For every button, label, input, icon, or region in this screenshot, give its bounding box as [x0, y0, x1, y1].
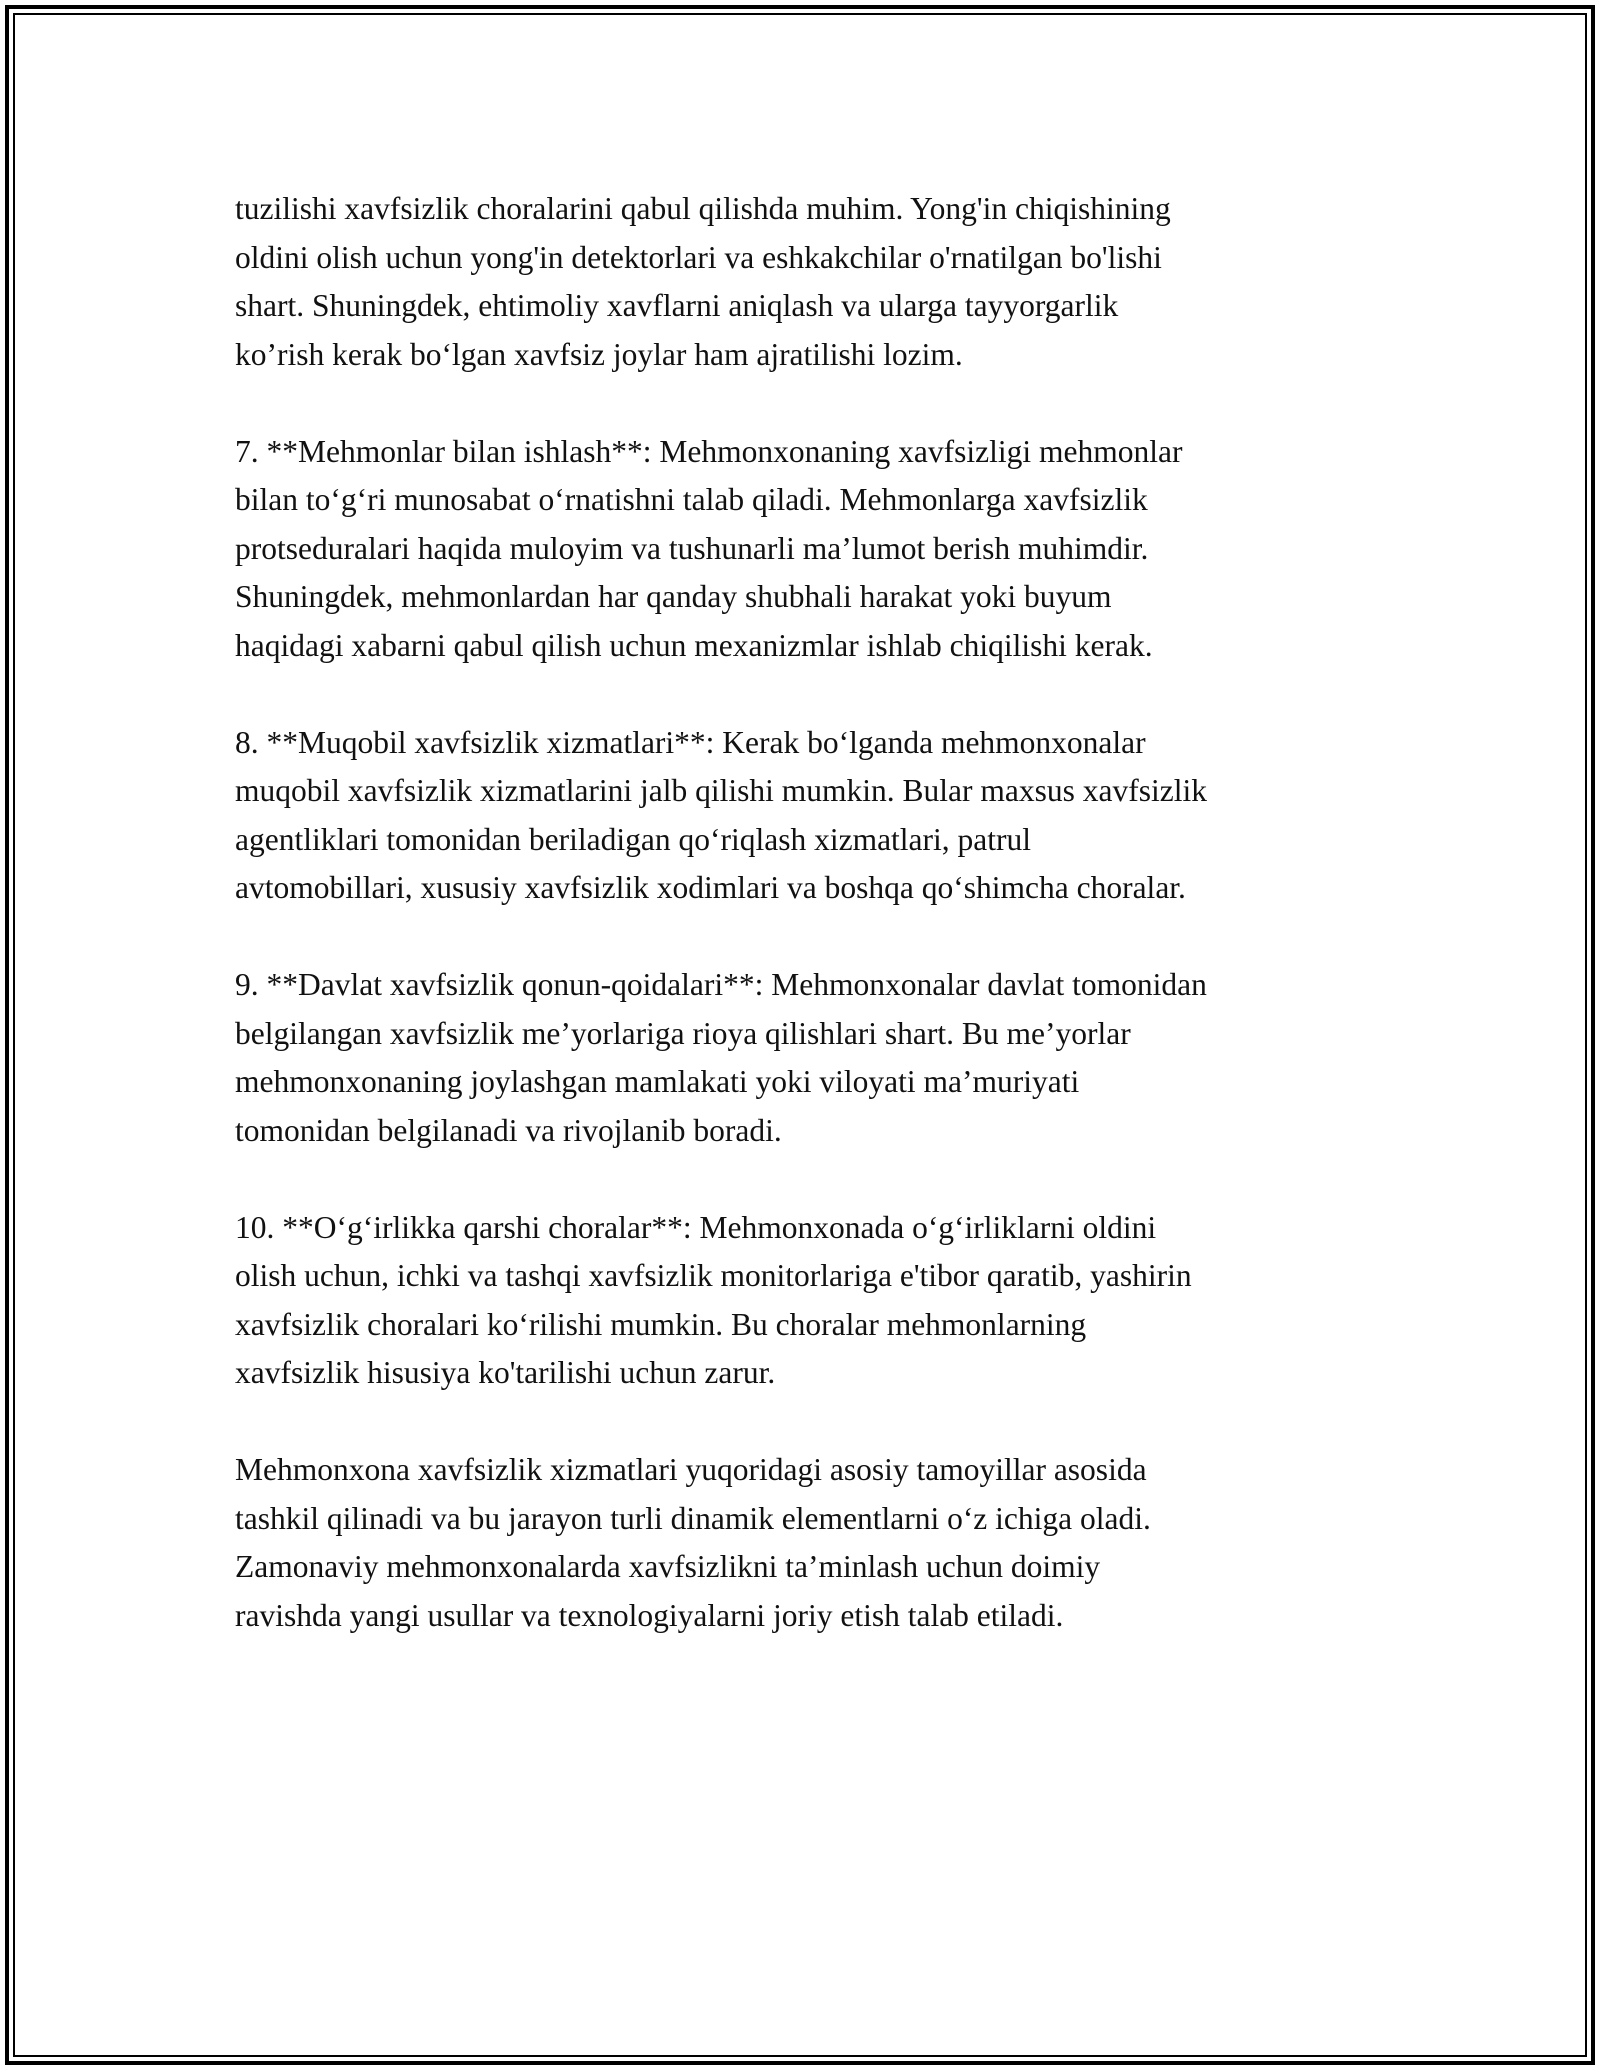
text-line: agentliklari tomonidan beriladigan qo‘riqlash xizmatlari, patrul [235, 821, 1032, 857]
text-line: 7. **Mehmonlar bilan ishlash**: Mehmonxonaning xavfsizligi mehmonlar [235, 433, 1183, 469]
paragraph-item-7 [235, 428, 1405, 671]
paragraph-safety-structure [235, 185, 1405, 379]
text-line: ravishda yangi usullar va texnologiyalarni joriy etish talab etiladi. [235, 1597, 1064, 1633]
text-line: bilan to‘g‘ri munosabat o‘rnatishni talab qiladi. Mehmonlarga xavfsizlik [235, 482, 1148, 517]
paragraph-conclusion [235, 1446, 1405, 1640]
text-line: belgilangan xavfsizlik me’yorlariga rioya qilishlari shart. Bu me’yorlar [235, 1015, 1131, 1051]
paragraph-item-8 [235, 719, 1405, 913]
text-line: mehmonxonaning joylashgan mamlakati yoki viloyati ma’muriyati [235, 1064, 1080, 1099]
text-line: 9. **Davlat xavfsizlik qonun-qoidalari**: Mehmonxonalar davlat tomonidan [235, 967, 1207, 1002]
text-line: tomonidan belgilanadi va rivojlanib boradi. [235, 1112, 782, 1148]
text-line: avtomobillari, xususiy xavfsizlik xodimlari va boshqa qo‘shimcha choralar. [235, 870, 1186, 905]
text-line: Mehmonxona xavfsizlik xizmatlari yuqoridagi asosiy tamoyillar asosida [235, 1452, 1147, 1487]
text-line: Shuningdek, mehmonlardan har qanday shubhali harakat yoki buyum [235, 579, 1112, 614]
text-line: xavfsizlik hisusiya ko'tarilishi uchun zarur. [235, 1355, 776, 1390]
text-line: muqobil xavfsizlik xizmatlarini jalb qilishi mumkin. Bular maxsus xavfsizlik [235, 773, 1207, 808]
text-line: shart. Shuningdek, ehtimoliy xavflarni aniqlash va ularga tayyorgarlik [235, 288, 1119, 323]
text-line: Zamonaviy mehmonxonalarda xavfsizlikni ta’minlash uchun doimiy [235, 1549, 1101, 1584]
text-line: 8. **Muqobil xavfsizlik xizmatlari**: Kerak bo‘lganda mehmonxonalar [235, 724, 1146, 760]
text-line: tuzilishi xavfsizlik choralarini qabul qilishda muhim. Yong'in chiqishining [235, 191, 1171, 226]
text-line: 10. **O‘g‘irlikka qarshi choralar**: Mehmonxonada o‘g‘irliklarni oldini [235, 1209, 1157, 1245]
text-line: olish uchun, ichki va tashqi xavfsizlik monitorlariga e'tibor qaratib, yashirin [235, 1258, 1192, 1293]
paragraph-item-10 [235, 1204, 1405, 1398]
text-line: oldini olish uchun yong'in detektorlari va eshkakchilar o'rnatilgan bo'lishi [235, 239, 1162, 275]
paragraph-item-9 [235, 961, 1405, 1155]
text-line: protseduralari haqida muloyim va tushunarli ma’lumot berish muhimdir. [235, 530, 1149, 566]
document-body [235, 185, 1405, 1689]
text-line: haqidagi xabarni qabul qilish uchun mexanizmlar ishlab chiqilishi kerak. [235, 627, 1153, 663]
text-line: xavfsizlik choralari ko‘rilishi mumkin. Bu choralar mehmonlarning [235, 1306, 1087, 1342]
text-line: tashkil qilinadi va bu jarayon turli dinamik elementlarni o‘z ichiga oladi. [235, 1500, 1151, 1536]
text-line: ko’rish kerak bo‘lgan xavfsiz joylar ham ajratilishi lozim. [235, 336, 963, 372]
